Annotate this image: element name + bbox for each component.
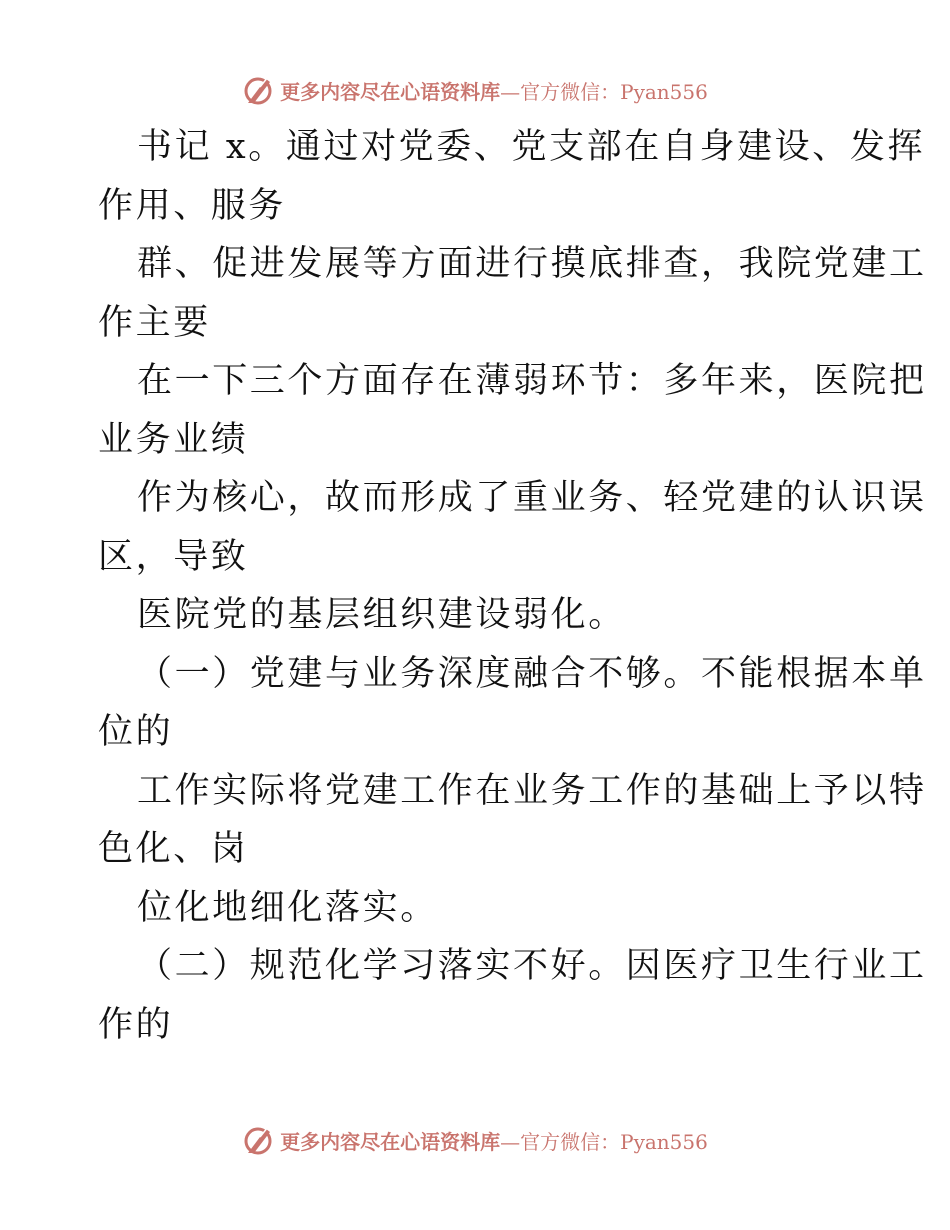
text-line: 位的 — [98, 712, 174, 752]
footer-watermark — [0, 1120, 950, 1160]
text-line: 医院党的基层组织建设弱化。 — [137, 595, 626, 635]
text-line: 作用、服务 — [98, 185, 287, 226]
watermark-text: 更多内容尽在心语资料库—官方微信：Pyan556 — [280, 1129, 708, 1154]
text-line: 位化地细化落实。 — [137, 887, 438, 928]
text-line: 业务业绩 — [98, 419, 249, 460]
watermark-text: 更多内容尽在心语资料库—官方微信：Pyan556 — [280, 79, 708, 104]
text-line: （一）党建与业务深度融合不够。不能根据本单 — [137, 653, 927, 694]
text-line: 群、促进发展等方面进行摸底排查，我院党建工 — [137, 244, 927, 284]
text-line: 色化、岗 — [98, 829, 249, 869]
text-line: 书记 x。通过对党委、党支部在自身建设、发挥 — [137, 127, 926, 167]
text-line: 作主要 — [98, 302, 211, 343]
text-line: 在一下三个方面存在薄弱环节：多年来，医院把 — [137, 361, 927, 401]
header-watermark — [0, 70, 950, 110]
text-line: 作的 — [98, 1004, 174, 1045]
text-line: 工作实际将党建工作在业务工作的基础上予以特 — [137, 770, 927, 811]
quill-pen-logo-icon — [242, 1123, 276, 1157]
text-line: （二）规范化学习落实不好。因医疗卫生行业工 — [137, 946, 927, 986]
document-body — [98, 118, 927, 1054]
text-line: 区，导致 — [98, 536, 249, 577]
text-line: 作为核心，故而形成了重业务、轻党建的认识误 — [137, 478, 927, 518]
quill-pen-logo-icon — [242, 73, 276, 107]
